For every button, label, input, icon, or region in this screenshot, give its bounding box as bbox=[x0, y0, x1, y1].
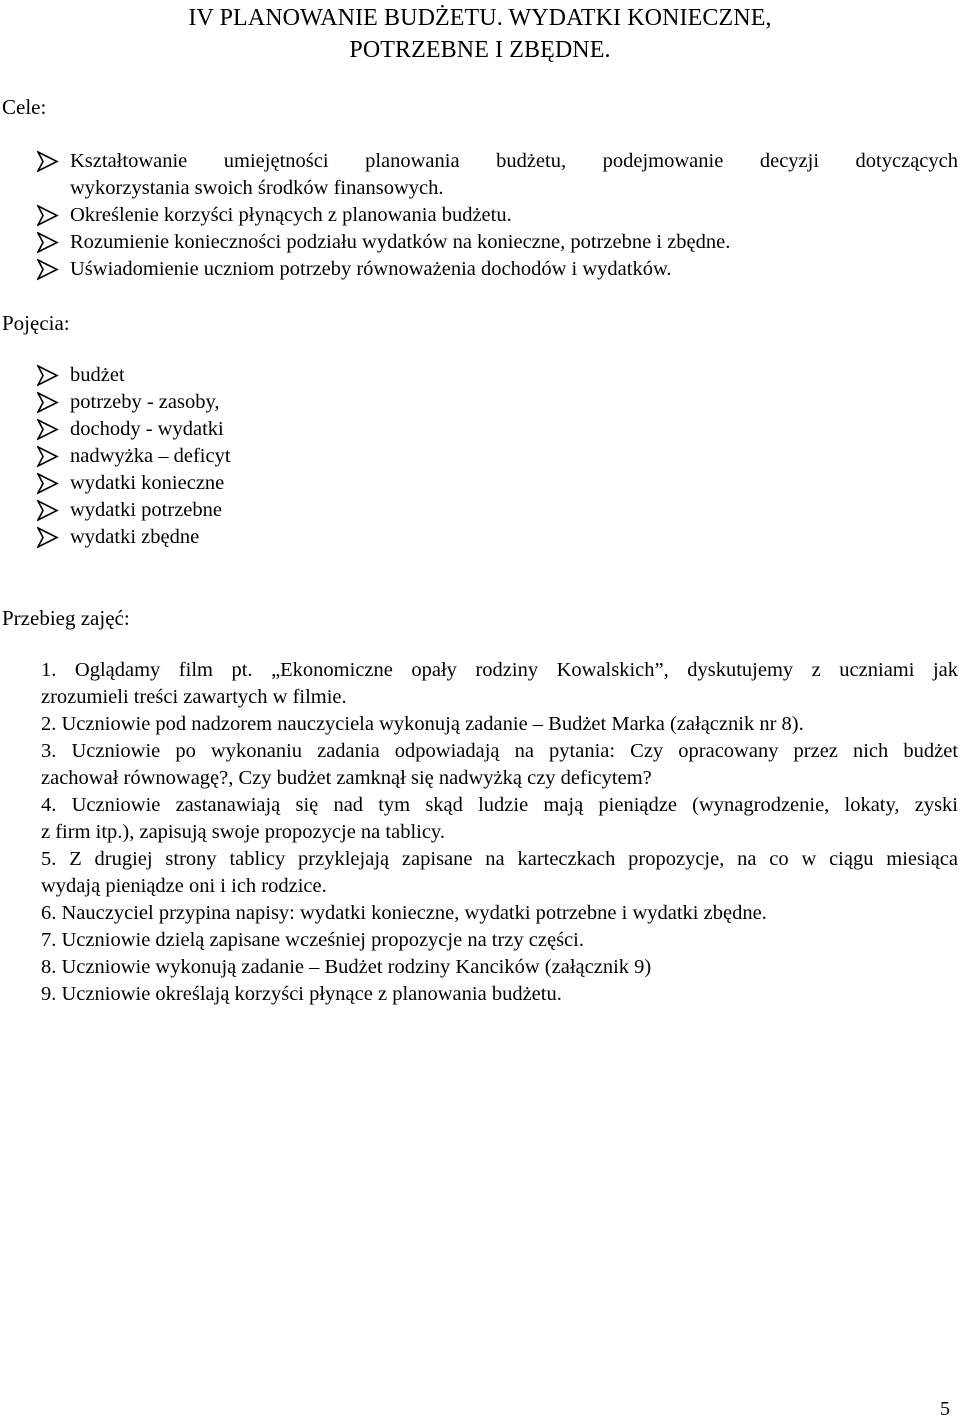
page-title bbox=[0, 2, 960, 66]
list-item bbox=[0, 229, 958, 256]
arrowhead-bullet-icon bbox=[37, 362, 59, 389]
pojecie-text: wydatki konieczne bbox=[70, 472, 225, 494]
step-number: 8. bbox=[41, 956, 57, 978]
list-item bbox=[0, 497, 600, 524]
step-text: Uczniowie zastanawiają się nad tym skąd ludzie mają pieniądze (wynagrodzenie, lokaty, zyski bbox=[71, 794, 959, 816]
przebieg-steps bbox=[0, 657, 958, 1008]
step-text-cont: zachował równowagę?, Czy budżet zamknął się nadwyżką czy deficytem? bbox=[41, 767, 652, 789]
cele-item-text: Rozumienie konieczności podziału wydatków na konieczne, potrzebne i zbędne. bbox=[70, 231, 731, 253]
step-item bbox=[0, 981, 958, 1008]
step-text: Uczniowie pod nadzorem nauczyciela wykonują zadanie – Budżet Marka (załącznik nr 8). bbox=[61, 713, 804, 735]
arrowhead-bullet-icon bbox=[37, 470, 59, 497]
step-text: Uczniowie wykonują zadanie – Budżet rodziny Kancików (załącznik 9) bbox=[61, 956, 652, 978]
step-text-cont: wydają pieniądze oni i ich rodzice. bbox=[41, 875, 327, 897]
title-line-1: IV PLANOWANIE BUDŻETU. WYDATKI KONIECZNE, bbox=[188, 5, 772, 31]
cele-list bbox=[0, 148, 958, 283]
arrowhead-bullet-icon bbox=[37, 202, 59, 229]
arrowhead-bullet-icon bbox=[37, 416, 59, 443]
cele-heading: Cele: bbox=[2, 95, 47, 119]
arrowhead-bullet-icon bbox=[37, 497, 59, 524]
step-number: 3. bbox=[41, 740, 57, 762]
pojecia-list bbox=[0, 362, 600, 551]
list-item bbox=[0, 524, 600, 551]
step-number: 5. bbox=[41, 848, 57, 870]
arrowhead-bullet-icon bbox=[37, 389, 59, 416]
list-item bbox=[0, 148, 958, 202]
pojecie-text: wydatki zbędne bbox=[70, 526, 200, 548]
arrowhead-bullet-icon bbox=[37, 256, 59, 283]
step-text: Uczniowie dzielą zapisane wcześniej propozycje na trzy części. bbox=[61, 929, 584, 951]
step-item bbox=[0, 711, 958, 738]
step-item bbox=[0, 954, 958, 981]
step-number: 4. bbox=[41, 794, 57, 816]
page-number: 5 bbox=[940, 1398, 950, 1420]
step-text: Uczniowie określają korzyści płynące z planowania budżetu. bbox=[61, 983, 562, 1005]
step-item bbox=[0, 738, 958, 792]
pojecie-text: nadwyżka – deficyt bbox=[70, 445, 231, 467]
arrowhead-bullet-icon bbox=[37, 148, 59, 175]
list-item bbox=[0, 470, 600, 497]
step-text: Z drugiej strony tablicy przyklejają zapisane na karteczkach propozycje, na co w ciągu miesiąca bbox=[69, 848, 959, 870]
pojecie-text: wydatki potrzebne bbox=[70, 499, 222, 521]
step-item bbox=[0, 657, 958, 711]
step-text-cont: z firm itp.), zapisują swoje propozycje na tablicy. bbox=[41, 821, 445, 843]
cele-item-text: Kształtowanie umiejętności planowania budżetu, podejmowanie decyzji dotyczących bbox=[70, 150, 958, 172]
step-item bbox=[0, 927, 958, 954]
step-number: 9. bbox=[41, 983, 57, 1005]
step-number: 1. bbox=[41, 659, 57, 681]
list-item bbox=[0, 443, 600, 470]
list-item bbox=[0, 202, 958, 229]
arrowhead-bullet-icon bbox=[37, 443, 59, 470]
arrowhead-bullet-icon bbox=[37, 229, 59, 256]
arrowhead-bullet-icon bbox=[37, 524, 59, 551]
step-number: 7. bbox=[41, 929, 57, 951]
step-item bbox=[0, 900, 958, 927]
cele-item-text: Uświadomienie uczniom potrzeby równoważenia dochodów i wydatków. bbox=[70, 258, 672, 280]
step-text: Oglądamy film pt. „Ekonomiczne opały rodziny Kowalskich”, dyskutujemy z uczniami jak bbox=[74, 659, 958, 681]
cele-item-text-cont: wykorzystania swoich środków finansowych. bbox=[70, 177, 444, 199]
list-item bbox=[0, 416, 600, 443]
step-text: Nauczyciel przypina napisy: wydatki konieczne, wydatki potrzebne i wydatki zbędne. bbox=[61, 902, 767, 924]
step-item bbox=[0, 792, 958, 846]
step-number: 2. bbox=[41, 713, 57, 735]
list-item bbox=[0, 256, 958, 283]
pojecie-text: budżet bbox=[70, 364, 125, 386]
step-item bbox=[0, 846, 958, 900]
title-line-2: POTRZEBNE I ZBĘDNE. bbox=[349, 37, 611, 63]
step-text: Uczniowie po wykonaniu zadania odpowiadają na pytania: Czy opracowany przez nich budżet bbox=[71, 740, 959, 762]
step-text-cont: zrozumieli treści zawartych w filmie. bbox=[41, 686, 347, 708]
pojecie-text: potrzeby - zasoby, bbox=[70, 391, 220, 413]
list-item bbox=[0, 389, 600, 416]
cele-item-text: Określenie korzyści płynących z planowania budżetu. bbox=[70, 204, 512, 226]
step-number: 6. bbox=[41, 902, 57, 924]
list-item bbox=[0, 362, 600, 389]
pojecie-text: dochody - wydatki bbox=[70, 418, 224, 440]
pojecia-heading: Pojęcia: bbox=[2, 311, 70, 335]
przebieg-heading: Przebieg zajęć: bbox=[2, 606, 130, 630]
